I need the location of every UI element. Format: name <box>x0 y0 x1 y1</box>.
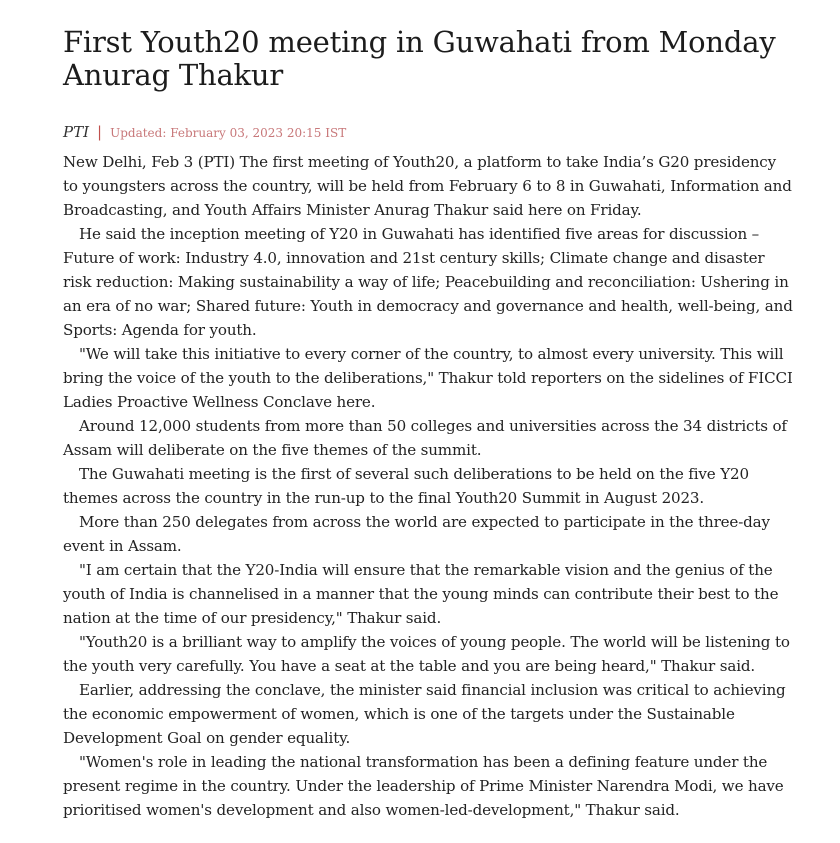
headline: First Youth20 meeting in Guwahati from Monday Anurag Thakur <box>63 25 776 92</box>
paragraph: New Delhi, Feb 3 (PTI) The first meeting of Youth20, a platform to take India’s G20 presidency to youngsters across the country, will be held from February 6 to 8 in Guwahati, Information and Broadcasting, and Youth Affairs Minister Anurag Thakur said here on Friday. <box>63 153 792 219</box>
paragraph: "Youth20 is a brilliant way to amplify the voices of young people. The world will be listening to the youth very carefully. You have a seat at the table and you are being heard," Thakur said. <box>63 633 790 675</box>
byline-separator: | <box>97 123 103 141</box>
paragraph: Around 12,000 students from more than 50 colleges and universities across the 34 districts of Assam will deliberate on the five themes of the summit. <box>63 417 787 459</box>
byline <box>63 123 793 141</box>
paragraph: Earlier, addressing the conclave, the minister said financial inclusion was critical to achieving the economic empowerment of women, which is one of the targets under the Sustainable Development Goal on gender equality. <box>63 681 786 747</box>
paragraph: "We will take this initiative to every corner of the country, to almost every university. This will bring the voice of the youth to the deliberations," Thakur told reporters on the sidelines of FICCI Ladies Proactive Wellness Conclave here. <box>63 345 793 411</box>
paragraph: The Guwahati meeting is the first of several such deliberations to be held on the five Y20 themes across the country in the run-up to the final Youth20 Summit in August 2023. <box>63 465 749 507</box>
paragraph: "Women's role in leading the national transformation has been a defining feature under the present regime in the country. Under the leadership of Prime Minister Narendra Modi, we have prioritised women's development and also women-led-development," Thakur said. <box>63 753 784 819</box>
article-body <box>63 150 793 822</box>
article <box>63 26 793 822</box>
paragraph: He said the inception meeting of Y20 in Guwahati has identified five areas for discussion – Future of work: Industry 4.0, innovation and 21st century skills; Climate change and disaster risk reduction: Making sustainability a way of life; Peacebuilding and reconciliation: Ushering in an era of no war; Shared future: Youth in democracy and governance and health, well-being, and Sports: Agenda for youth. <box>63 225 793 339</box>
paragraph: "I am certain that the Y20-India will ensure that the remarkable vision and the genius of the youth of India is channelised in a manner that the young minds can contribute their best to the nation at the time of our presidency," Thakur said. <box>63 561 779 627</box>
updated-timestamp: Updated: February 03, 2023 20:15 IST <box>110 126 347 140</box>
author-name[interactable]: PTI <box>63 123 90 141</box>
paragraph: More than 250 delegates from across the world are expected to participate in the three-day event in Assam. <box>63 513 770 555</box>
